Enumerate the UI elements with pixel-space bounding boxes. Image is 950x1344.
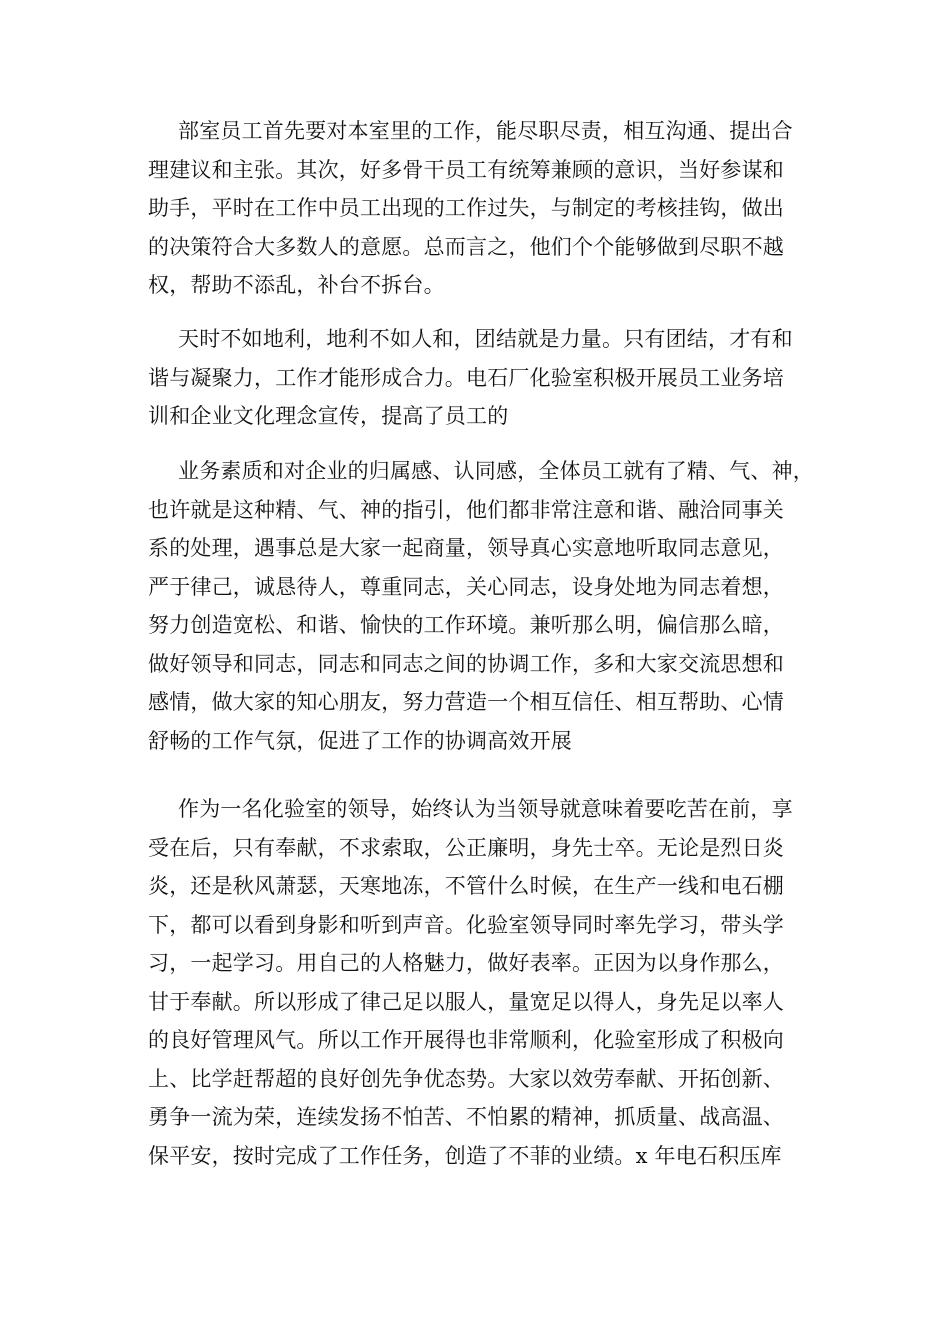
- paragraph-3: [148, 452, 814, 760]
- text-line: 系的处理，遇事总是大家一起商量，领导真心实意地听取同志意见，: [148, 536, 784, 560]
- text-line: 助手，平时在工作中员工出现的工作过失，与制定的考核挂钩，做出: [148, 196, 784, 220]
- text-line: 甘于奉献。所以形成了律己足以服人，量宽足以得人，身先足以率人: [148, 989, 784, 1014]
- text-line: 训和企业文化理念宣传，提高了员工的: [148, 404, 509, 428]
- text-line: 也许就是这种精、气、神的指引，他们都非常注意和谐、融洽同事关: [148, 497, 784, 522]
- text-line: 的良好管理风气。所以工作开展得也非常顺利，化验室形成了积极向: [148, 1028, 784, 1052]
- paragraph-1: [148, 112, 793, 305]
- paragraph-2: [148, 320, 793, 436]
- text-line: 炎，还是秋风萧瑟，天寒地冻，不管什么时候，在生产一线和电石棚: [148, 874, 784, 898]
- text-line: 做好领导和同志，同志和同志之间的协调工作，多和大家交流思想和: [148, 651, 784, 676]
- text-line: 的决策符合大多数人的意愿。总而言之，他们个个能够做到尽职不越: [148, 234, 784, 259]
- text-line: 上、比学赶帮超的良好创先争优态势。大家以效劳奉献、开拓创新、: [148, 1066, 784, 1091]
- text-line: 作为一名化验室的领导，始终认为当领导就意味着要吃苦在前，享: [178, 797, 793, 821]
- text-line: 谐与凝聚力，工作才能形成合力。电石厂化验室积极开展员工业务培: [148, 365, 784, 390]
- text-line: 严于律己，诚恳待人，尊重同志，关心同志，设身处地为同志着想，: [148, 574, 784, 599]
- text-line: 部室员工首先要对本室里的工作，能尽职尽责，相互沟通、提出合: [178, 119, 793, 143]
- paragraph-4: [148, 790, 793, 1175]
- text-line: 理建议和主张。其次，好多骨干员工有统筹兼顾的意识，当好参谋和: [148, 157, 784, 182]
- text-line: 下，都可以看到身影和听到声音。化验室领导同时率先学习，带头学: [148, 912, 784, 937]
- text-line: 受在后，只有奉献，不求索取，公正廉明，身先士卒。无论是烈日炎: [148, 835, 784, 860]
- text-line: 努力创造宽松、和谐、愉快的工作环境。兼听那么明，偏信那么暗，: [148, 613, 784, 637]
- text-line: 权，帮助不添乱，补台不拆台。: [148, 273, 445, 297]
- text-line: 勇争一流为荣，连续发扬不怕苦、不怕累的精神，抓质量、战高温、: [148, 1105, 784, 1129]
- text-line: 保平安，按时完成了工作任务，创造了不菲的业绩。x 年电石积压库: [148, 1143, 782, 1168]
- text-line: 舒畅的工作气氛，促进了工作的协调高效开展: [148, 728, 572, 753]
- text-line: 业务素质和对企业的归属感、认同感，全体员工就有了精、气、神，: [178, 459, 814, 483]
- text-line: 习，一起学习。用自己的人格魅力，做好表率。正因为以身作那么，: [148, 951, 784, 975]
- text-line: 天时不如地利，地利不如人和，团结就是力量。只有团结，才有和: [178, 327, 793, 351]
- text-line: 感情，做大家的知心朋友，努力营造一个相互信任、相互帮助、心情: [148, 690, 784, 714]
